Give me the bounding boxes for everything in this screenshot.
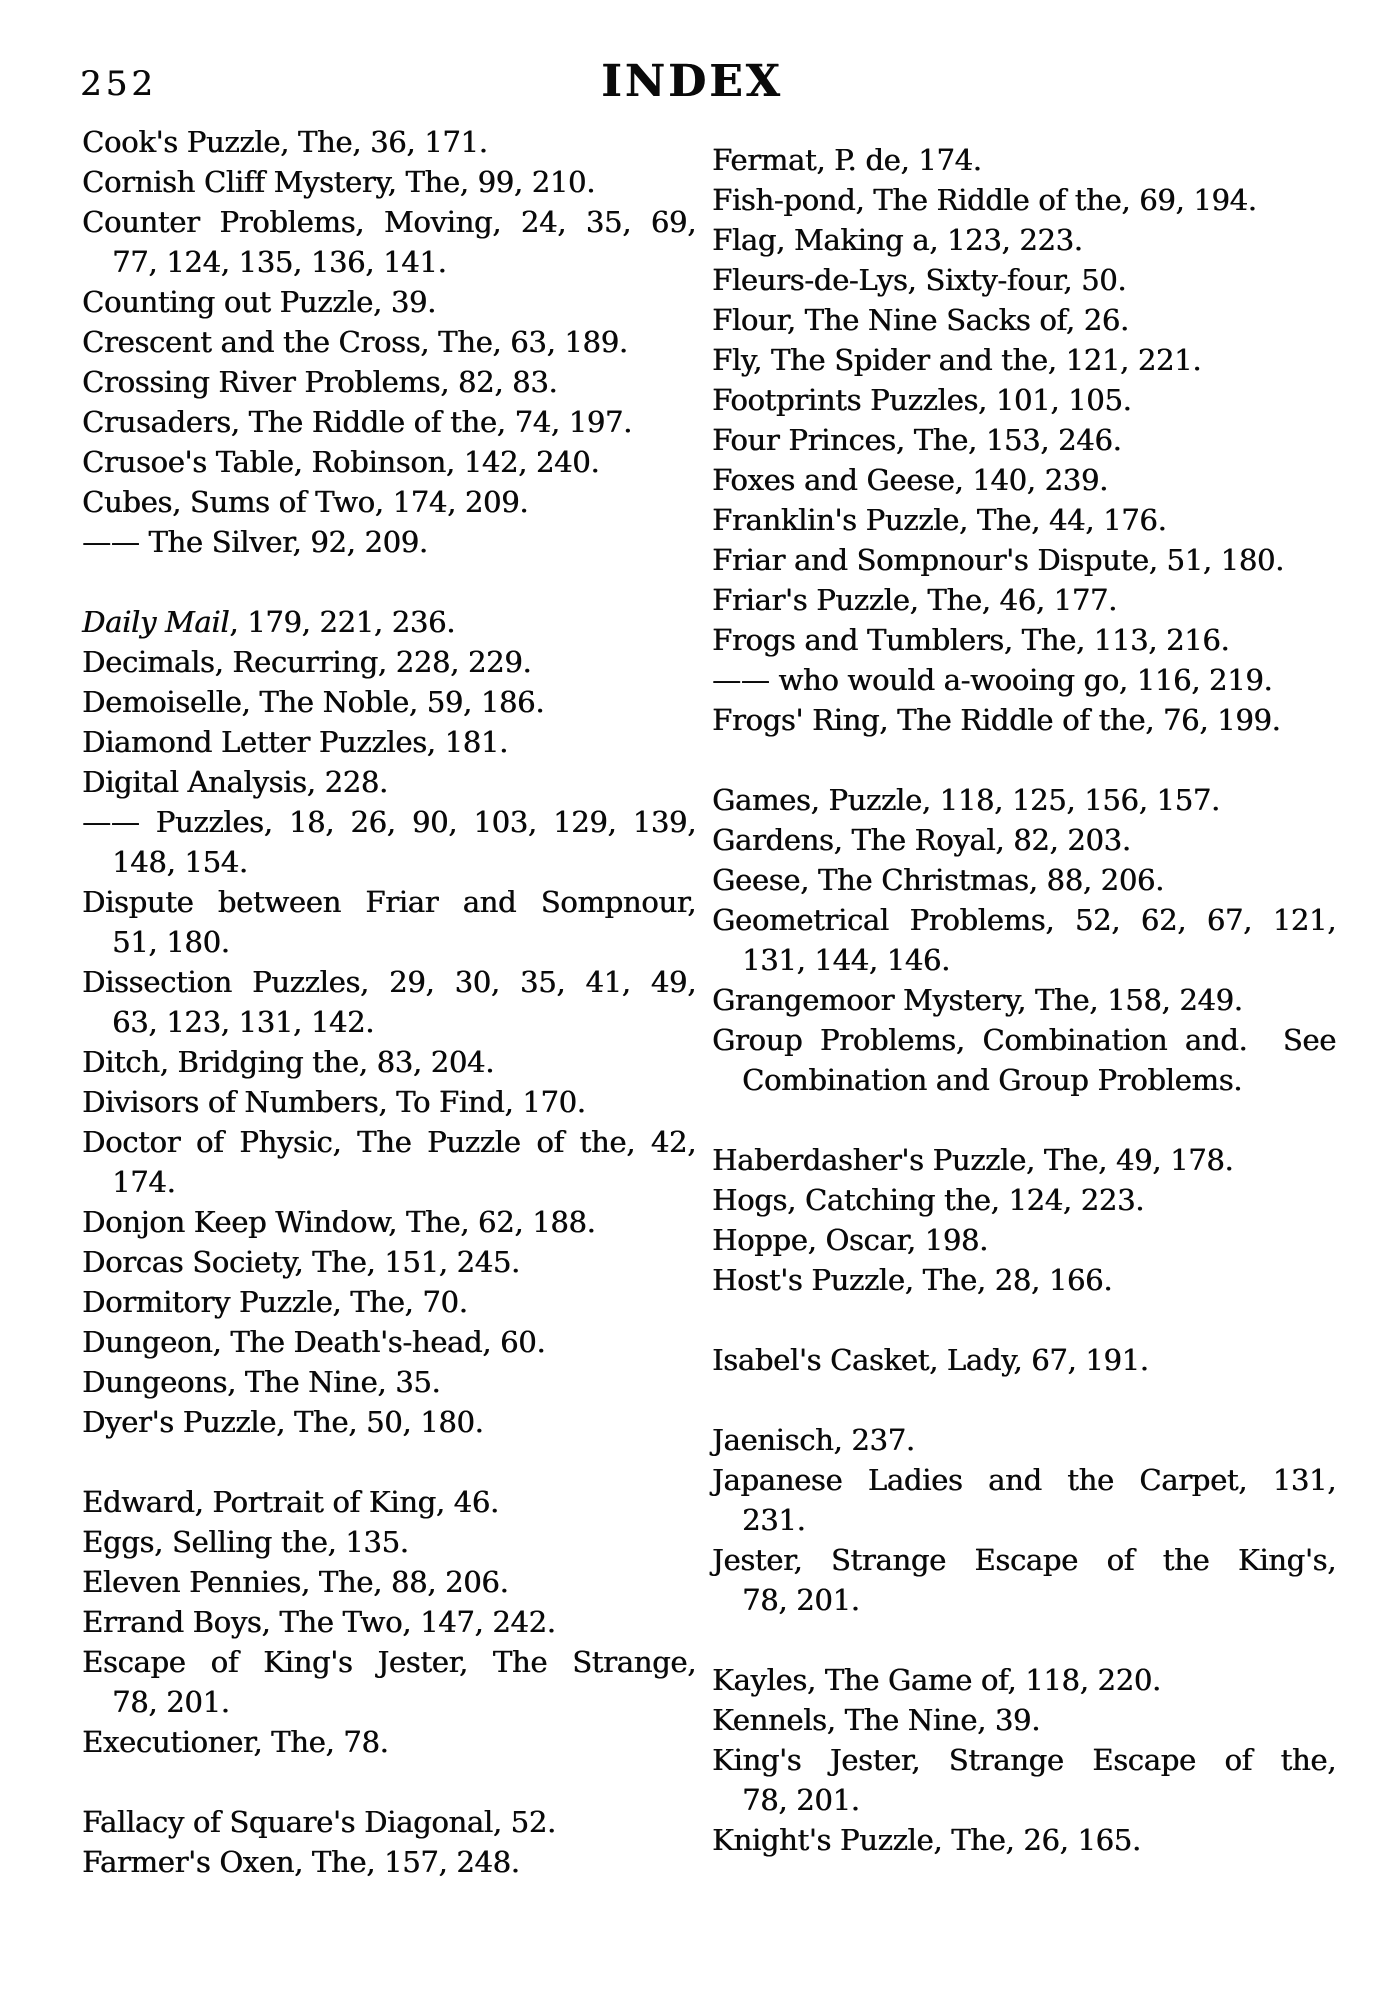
index-entry: Grangemoor Mystery, The, 158, 249. — [712, 983, 1243, 1017]
index-entry: Executioner, The, 78. — [82, 1725, 389, 1759]
index-entry: Demoiselle, The Noble, 59, 186. — [82, 685, 545, 719]
index-entry: Dungeons, The Nine, 35. — [82, 1365, 441, 1399]
index-entry: Errand Boys, The Two, 147, 242. — [82, 1605, 556, 1639]
index-entry: King's Jester, Strange Escape of the, — [712, 1743, 1336, 1777]
index-entry: Eleven Pennies, The, 88, 206. — [82, 1565, 509, 1599]
right-column — [712, 140, 1336, 1860]
index-entry: Geese, The Christmas, 88, 206. — [712, 863, 1164, 897]
index-entry: Fallacy of Square's Diagonal, 52. — [82, 1805, 556, 1839]
left-column — [82, 122, 696, 1882]
index-entry: Donjon Keep Window, The, 62, 188. — [82, 1205, 596, 1239]
index-entry: Fly, The Spider and the, 121, 221. — [712, 343, 1202, 377]
index-entry: Decimals, Recurring, 228, 229. — [82, 645, 532, 679]
index-entry: Crusaders, The Riddle of the, 74, 197. — [82, 405, 632, 439]
index-entry: Haberdasher's Puzzle, The, 49, 178. — [712, 1143, 1234, 1177]
index-entry: Dissection Puzzles, 29, 30, 35, 41, 49, — [82, 965, 696, 999]
index-entry: Eggs, Selling the, 135. — [82, 1525, 409, 1559]
index-entry: Counting out Puzzle, 39. — [82, 285, 436, 319]
index-entry: Diamond Letter Puzzles, 181. — [82, 725, 508, 759]
index-entry: Farmer's Oxen, The, 157, 248. — [82, 1845, 520, 1879]
index-entry: Group Problems, Combination and. See — [712, 1023, 1336, 1057]
index-entry: Host's Puzzle, The, 28, 166. — [712, 1263, 1113, 1297]
index-entry: Isabel's Casket, Lady, 67, 191. — [712, 1343, 1149, 1377]
index-entry: Daily Mail, 179, 221, 236. — [82, 605, 456, 639]
index-entry: Jaenisch, 237. — [712, 1423, 915, 1457]
index-entry: —— The Silver, 92, 209. — [82, 525, 428, 559]
index-entry: 51, 180. — [112, 925, 230, 959]
index-entry: Counter Problems, Moving, 24, 35, 69, — [82, 205, 696, 239]
index-entry: Flour, The Nine Sacks of, 26. — [712, 303, 1129, 337]
index-entry: Foxes and Geese, 140, 239. — [712, 463, 1108, 497]
index-entry: Knight's Puzzle, The, 26, 165. — [712, 1823, 1141, 1857]
index-entry: 63, 123, 131, 142. — [112, 1005, 375, 1039]
index-entry: Hoppe, Oscar, 198. — [712, 1223, 988, 1257]
index-entry: Ditch, Bridging the, 83, 204. — [82, 1045, 494, 1079]
index-entry: Dyer's Puzzle, The, 50, 180. — [82, 1405, 484, 1439]
index-entry: Doctor of Physic, The Puzzle of the, 42, — [82, 1125, 696, 1159]
index-entry: 231. — [742, 1503, 806, 1537]
index-entry: Games, Puzzle, 118, 125, 156, 157. — [712, 783, 1220, 817]
index-entry: Crusoe's Table, Robinson, 142, 240. — [82, 445, 600, 479]
index-entry: Jester, Strange Escape of the King's, — [712, 1543, 1336, 1577]
index-entry: Frogs and Tumblers, The, 113, 216. — [712, 623, 1230, 657]
index-entry: Divisors of Numbers, To Find, 170. — [82, 1085, 586, 1119]
index-entry: Digital Analysis, 228. — [82, 765, 388, 799]
index-entry: —— who would a-wooing go, 116, 219. — [712, 663, 1273, 697]
index-entry: 78, 201. — [742, 1583, 860, 1617]
page-number: 252 — [80, 64, 157, 104]
index-entry: Escape of King's Jester, The Strange, — [82, 1645, 696, 1679]
index-entry: 78, 201. — [112, 1685, 230, 1719]
index-entry: Gardens, The Royal, 82, 203. — [712, 823, 1131, 857]
index-entry: Dispute between Friar and Sompnour, — [82, 885, 696, 919]
index-entry: Crossing River Problems, 82, 83. — [82, 365, 558, 399]
index-entry: 78, 201. — [742, 1783, 860, 1817]
index-entry: Japanese Ladies and the Carpet, 131, — [712, 1463, 1336, 1497]
index-entry: Dungeon, The Death's-head, 60. — [82, 1325, 546, 1359]
index-entry: Combination and Group Problems. — [742, 1063, 1243, 1097]
index-entry: 131, 144, 146. — [742, 943, 950, 977]
index-entry: Fleurs-de-Lys, Sixty-four, 50. — [712, 263, 1127, 297]
index-entry: 77, 124, 135, 136, 141. — [112, 245, 447, 279]
index-entry: Dorcas Society, The, 151, 245. — [82, 1245, 520, 1279]
index-entry: Friar and Sompnour's Dispute, 51, 180. — [712, 543, 1284, 577]
index-entry: 174. — [112, 1165, 176, 1199]
index-entry: Flag, Making a, 123, 223. — [712, 223, 1083, 257]
index-entry: Crescent and the Cross, The, 63, 189. — [82, 325, 628, 359]
index-entry: Hogs, Catching the, 124, 223. — [712, 1183, 1145, 1217]
page-title: INDEX — [601, 56, 783, 107]
index-entry: Frogs' Ring, The Riddle of the, 76, 199. — [712, 703, 1281, 737]
index-entry: Geometrical Problems, 52, 62, 67, 121, — [712, 903, 1336, 937]
index-entry: 148, 154. — [112, 845, 248, 879]
index-entry: Dormitory Puzzle, The, 70. — [82, 1285, 468, 1319]
index-entry: Cook's Puzzle, The, 36, 171. — [82, 125, 488, 159]
index-entry: Kennels, The Nine, 39. — [712, 1703, 1041, 1737]
index-entry: Cubes, Sums of Two, 174, 209. — [82, 485, 529, 519]
index-entry: Cornish Cliff Mystery, The, 99, 210. — [82, 165, 595, 199]
index-entry: Fish-pond, The Riddle of the, 69, 194. — [712, 183, 1257, 217]
index-entry: Kayles, The Game of, 118, 220. — [712, 1663, 1161, 1697]
index-entry: Friar's Puzzle, The, 46, 177. — [712, 583, 1117, 617]
index-entry: Franklin's Puzzle, The, 44, 176. — [712, 503, 1167, 537]
index-entry: Edward, Portrait of King, 46. — [82, 1485, 499, 1519]
index-entry: Fermat, P. de, 174. — [712, 143, 982, 177]
index-entry: —— Puzzles, 18, 26, 90, 103, 129, 139, — [82, 805, 696, 839]
index-entry: Four Princes, The, 153, 246. — [712, 423, 1122, 457]
index-entry: Footprints Puzzles, 101, 105. — [712, 383, 1132, 417]
